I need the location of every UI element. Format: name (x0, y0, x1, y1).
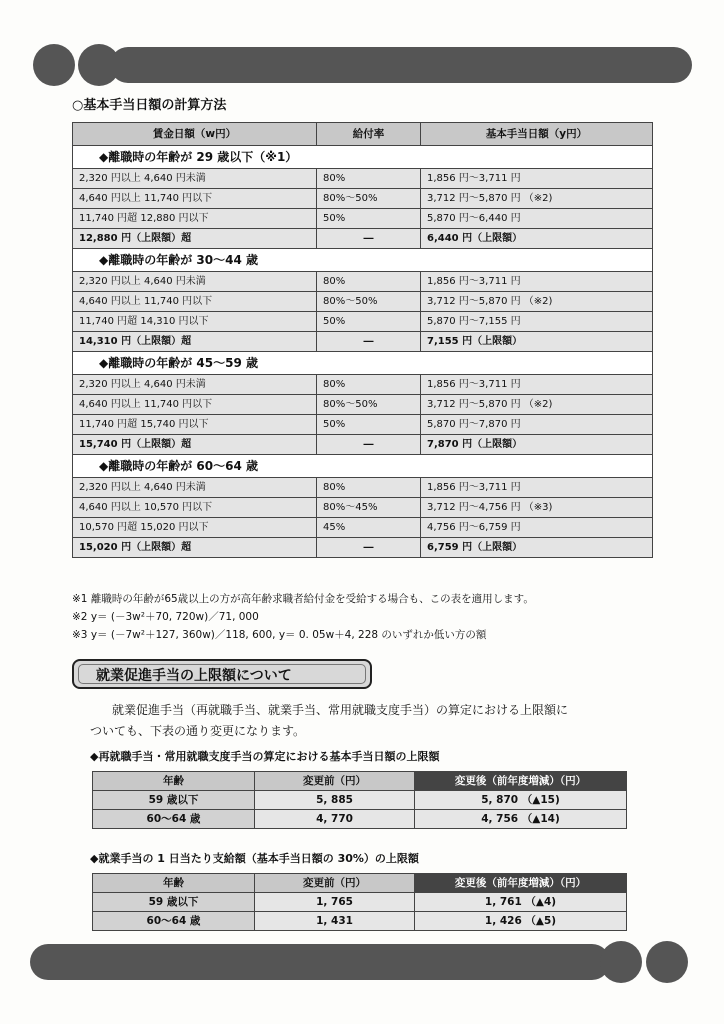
header-before: 変更前（円） (255, 772, 415, 791)
table-header-row (93, 772, 627, 791)
table3-title: ◆就業手当の 1 日当たり支給額（基本手当日額の 30%）の上限額 (90, 852, 419, 865)
table-row: 59 歳以下 1, 765 1, 761 （▲4) (93, 893, 627, 912)
table-row: 4,640 円以上 11,740 円以下 80%～50% 3,712 円～5,870 円 （※2) (73, 189, 653, 209)
header-after: 変更後（前年度増減）（円） (415, 874, 627, 893)
table-row: 2,320 円以上 4,640 円未満 80% 1,856 円～3,711 円 (73, 478, 653, 498)
table-row: 4,640 円以上 11,740 円以下 80%～50% 3,712 円～5,870 円 （※2) (73, 395, 653, 415)
benefit-calculation-table (72, 122, 653, 558)
table-row-max: 15,020 円（上限額）超 ― 6,759 円（上限額） (73, 538, 653, 558)
section-title: ○基本手当日額の計算方法 (72, 98, 227, 113)
header-after: 変更後（前年度増減）（円） (415, 772, 627, 791)
table-row: 11,740 円超 12,880 円以下 50% 5,870 円～6,440 円 (73, 209, 653, 229)
table-header-row (93, 874, 627, 893)
table-row: 4,640 円以上 11,740 円以下 80%～50% 3,712 円～5,870 円 （※2) (73, 292, 653, 312)
table-row: 11,740 円超 15,740 円以下 50% 5,870 円～7,870 円 (73, 415, 653, 435)
table-row: 2,320 円以上 4,640 円未満 80% 1,856 円～3,711 円 (73, 169, 653, 189)
footnote-3: ※3 y＝ (－7w²＋127, 360w)／118, 600, y＝ 0. 05w＋4, 228 のいずれか低い方の額 (72, 629, 487, 641)
section2-paragraph (90, 700, 650, 742)
table-row: 2,320 円以上 4,640 円未満 80% 1,856 円～3,711 円 (73, 272, 653, 292)
table-row: 2,320 円以上 4,640 円未満 80% 1,856 円～3,711 円 (73, 375, 653, 395)
table-row-max: 12,880 円（上限額）超 ― 6,440 円（上限額） (73, 229, 653, 249)
table-row: 60～64 歳 1, 431 1, 426 （▲5) (93, 912, 627, 931)
table-row: 4,640 円以上 10,570 円以下 80%～45% 3,712 円～4,756 円 （※3) (73, 498, 653, 518)
employment-allowance-cap-table (92, 873, 627, 931)
header-rate: 給付率 (317, 123, 421, 146)
header-dot-1 (33, 44, 75, 86)
footnote-1: ※1 離職時の年齢が65歳以上の方が高年齢求職者給付金を受給する場合も、この表を適用します。 (72, 593, 534, 605)
table2-title: ◆再就職手当・常用就職支度手当の算定における基本手当日額の上限額 (90, 750, 440, 763)
footer-dot-1 (600, 941, 642, 983)
footnotes (72, 590, 534, 644)
table-row: 10,570 円超 15,020 円以下 45% 4,756 円～6,759 円 (73, 518, 653, 538)
group-header-29: ◆離職時の年齢が 29 歳以下（※1） (73, 146, 653, 169)
header-before: 変更前（円） (255, 874, 415, 893)
table-row: 59 歳以下 5, 885 5, 870 （▲15) (93, 791, 627, 810)
group-header-60-64: ◆離職時の年齢が 60～64 歳 (73, 455, 653, 478)
header-daily-amount: 基本手当日額（y円） (421, 123, 653, 146)
table-row-max: 15,740 円（上限額）超 ― 7,870 円（上限額） (73, 435, 653, 455)
table-header-row (73, 123, 653, 146)
header-age: 年齢 (93, 874, 255, 893)
paragraph-line-1: 就業促進手当（再就職手当、就業手当、常用就職支度手当）の算定における上限額に (112, 703, 569, 717)
paragraph-line-2: ついても、下表の通り変更になります。 (90, 724, 306, 738)
footnote-2: ※2 y＝ (－3w²＋70, 720w)／71, 000 (72, 611, 259, 623)
header-age: 年齢 (93, 772, 255, 791)
footer-bar (30, 944, 610, 980)
header-bar (110, 47, 692, 83)
reemployment-cap-table (92, 771, 627, 829)
table-row: 11,740 円超 14,310 円以下 50% 5,870 円～7,155 円 (73, 312, 653, 332)
group-header-30-44: ◆離職時の年齢が 30～44 歳 (73, 249, 653, 272)
footer-dot-2 (646, 941, 688, 983)
table-row-max: 14,310 円（上限額）超 ― 7,155 円（上限額） (73, 332, 653, 352)
section2-heading: 就業促進手当の上限額について (72, 659, 372, 689)
header-wage: 賃金日額（w円） (73, 123, 317, 146)
table-row: 60～64 歳 4, 770 4, 756 （▲14) (93, 810, 627, 829)
group-header-45-59: ◆離職時の年齢が 45～59 歳 (73, 352, 653, 375)
